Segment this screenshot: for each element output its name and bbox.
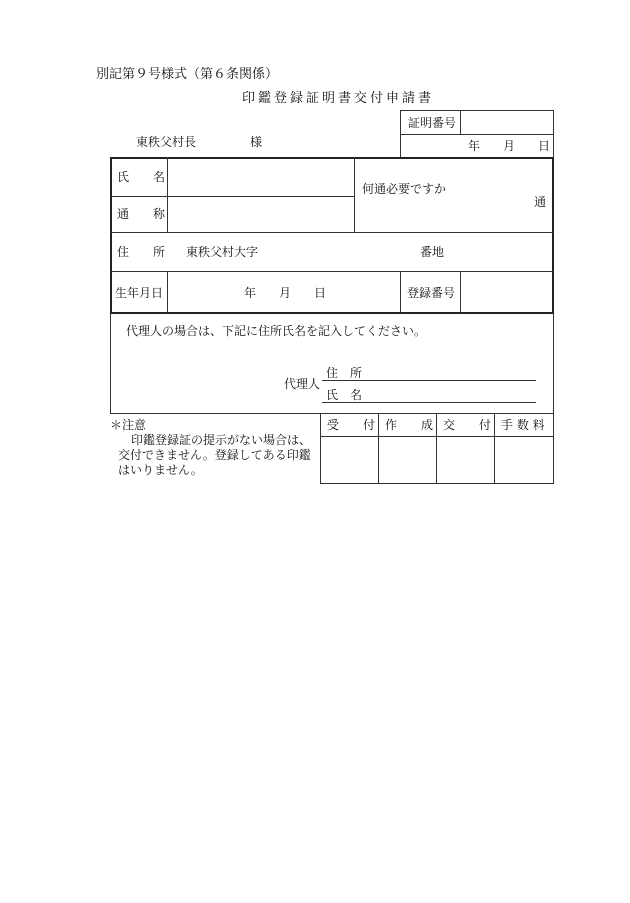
header-reception: 受 付 — [327, 418, 376, 432]
honorific: 様 — [250, 135, 263, 149]
notes-heading: ＊注意 — [110, 418, 147, 432]
issue-date-year: 年 — [468, 139, 481, 153]
alias-label: 通 称 — [117, 207, 166, 221]
form-title: 印鑑登録証明書交付申請書 — [242, 91, 435, 106]
address-suffix: 番地 — [420, 245, 445, 259]
divider — [400, 134, 554, 135]
agent-name-line[interactable] — [322, 402, 536, 403]
form-reference: 別記第９号様式（第６条関係） — [96, 67, 279, 82]
agent-address-label: 住 所 — [326, 366, 363, 380]
divider — [354, 157, 355, 233]
issue-date-month: 月 — [503, 139, 516, 153]
divider — [110, 196, 354, 197]
copies-label: 何通必要ですか — [362, 182, 447, 196]
divider — [400, 271, 401, 313]
address-prefix: 東秩父村大字 — [186, 245, 259, 259]
issue-date-day: 日 — [538, 139, 551, 153]
header-issuance: 交 付 — [443, 418, 492, 432]
header-fee: 手 数 料 — [501, 418, 545, 432]
header-creation: 作 成 — [385, 418, 434, 432]
notes-line-1: 印鑑登録証の提示がない場合は、 — [131, 433, 312, 447]
name-label: 氏 名 — [117, 170, 166, 184]
addressee: 東秩父村長 — [136, 135, 197, 149]
agent-instruction: 代理人の場合は、下記に住所氏名を記入してください。 — [126, 324, 427, 338]
birth-date-label: 生年月日 — [115, 286, 164, 300]
birth-year: 年 — [244, 286, 257, 300]
birth-month: 月 — [279, 286, 292, 300]
divider — [378, 413, 379, 484]
divider — [110, 271, 554, 272]
divider — [110, 232, 554, 233]
agent-name-label: 氏 名 — [326, 388, 363, 402]
notes-line-2: 交付できません。登録してある印鑑 — [118, 448, 311, 462]
divider — [167, 271, 168, 313]
divider — [436, 413, 437, 484]
divider — [460, 110, 461, 134]
divider — [460, 271, 461, 313]
certificate-number-label: 証明番号 — [408, 116, 457, 130]
divider — [320, 436, 554, 437]
applicant-box — [110, 157, 554, 314]
registration-number-label: 登録番号 — [407, 286, 456, 300]
notes-line-3: はいりません。 — [118, 463, 203, 477]
divider — [167, 157, 168, 233]
agent-address-line[interactable] — [322, 380, 536, 381]
agent-label: 代理人 — [284, 377, 321, 391]
birth-day: 日 — [314, 286, 327, 300]
address-label: 住 所 — [117, 245, 166, 259]
copies-unit: 通 — [534, 195, 547, 209]
divider — [494, 413, 495, 484]
